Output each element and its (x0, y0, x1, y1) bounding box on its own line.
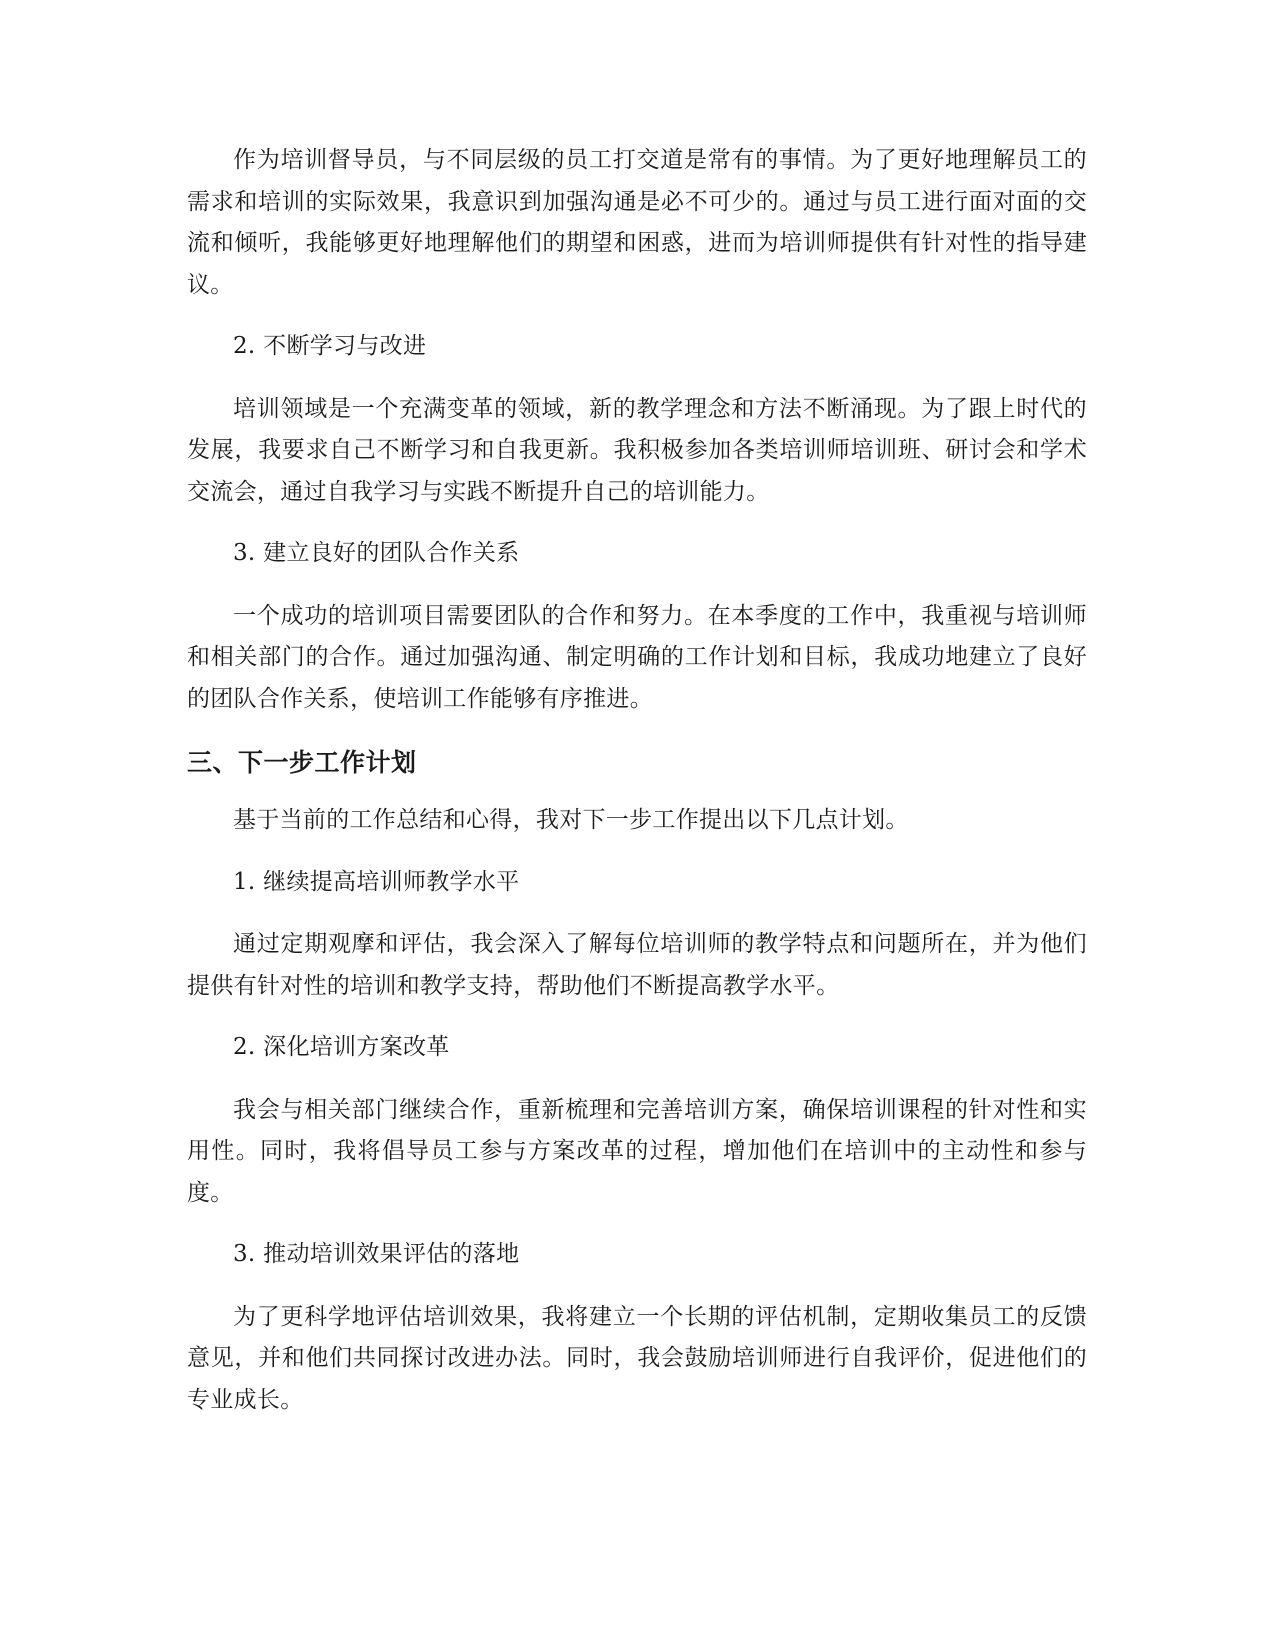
list-item-teamwork: 3. 建立良好的团队合作关系 (233, 540, 520, 566)
paragraph-evaluation: 为了更科学地评估培训效果，我将建立一个长期的评估机制，定期收集员工的反馈意见，并和他们共同探讨改进办法。同时，我会鼓励培训师进行自我评价，促进他们的专业成长。 (187, 1303, 1087, 1413)
paragraph-teamwork: 一个成功的培训项目需要团队的合作和努力。在本季度的工作中，我重视与培训师和相关部门的合作。通过加强沟通、制定明确的工作计划和目标，我成功地建立了良好的团队合作关系，使培训工作能够有序推进。 (187, 602, 1087, 712)
document-page (187, 140, 1087, 1421)
paragraph-plan-reform: 我会与相关部门继续合作，重新梳理和完善培训方案，确保培训课程的针对性和实用性。同时，我将倡导员工参与方案改革的过程，增加他们在培训中的主动性和参与度。 (187, 1096, 1087, 1206)
paragraph-learning: 培训领域是一个充满变革的领域，新的教学理念和方法不断涌现。为了跟上时代的发展，我要求自己不断学习和自我更新。我积极参加各类培训师培训班、研讨会和学术交流会，通过自我学习与实践不断提升自己的培训能力。 (187, 395, 1087, 505)
list-item-evaluation: 3. 推动培训效果评估的落地 (233, 1241, 520, 1267)
list-item-continuous-learning: 2. 不断学习与改进 (233, 333, 427, 359)
list-item-teaching-level: 1. 继续提高培训师教学水平 (233, 868, 520, 895)
section-heading-next-plan: 三、下一步工作计划 (187, 748, 417, 777)
list-item-plan-reform: 2. 深化培训方案改革 (233, 1034, 450, 1060)
paragraph-communication: 作为培训督导员，与不同层级的员工打交道是常有的事情。为了更好地理解员工的需求和培训的实际效果，我意识到加强沟通是必不可少的。通过与员工进行面对面的交流和倾听，我能够更好地理解他们的期望和困惑，进而为培训师提供有针对性的指导建议。 (187, 147, 1087, 298)
paragraph-teaching-level: 通过定期观摩和评估，我会深入了解每位培训师的教学特点和问题所在，并为他们提供有针对性的培训和教学支持，帮助他们不断提高教学水平。 (187, 931, 1087, 999)
paragraph-plan-intro: 基于当前的工作总结和心得，我对下一步工作提出以下几点计划。 (233, 807, 909, 833)
